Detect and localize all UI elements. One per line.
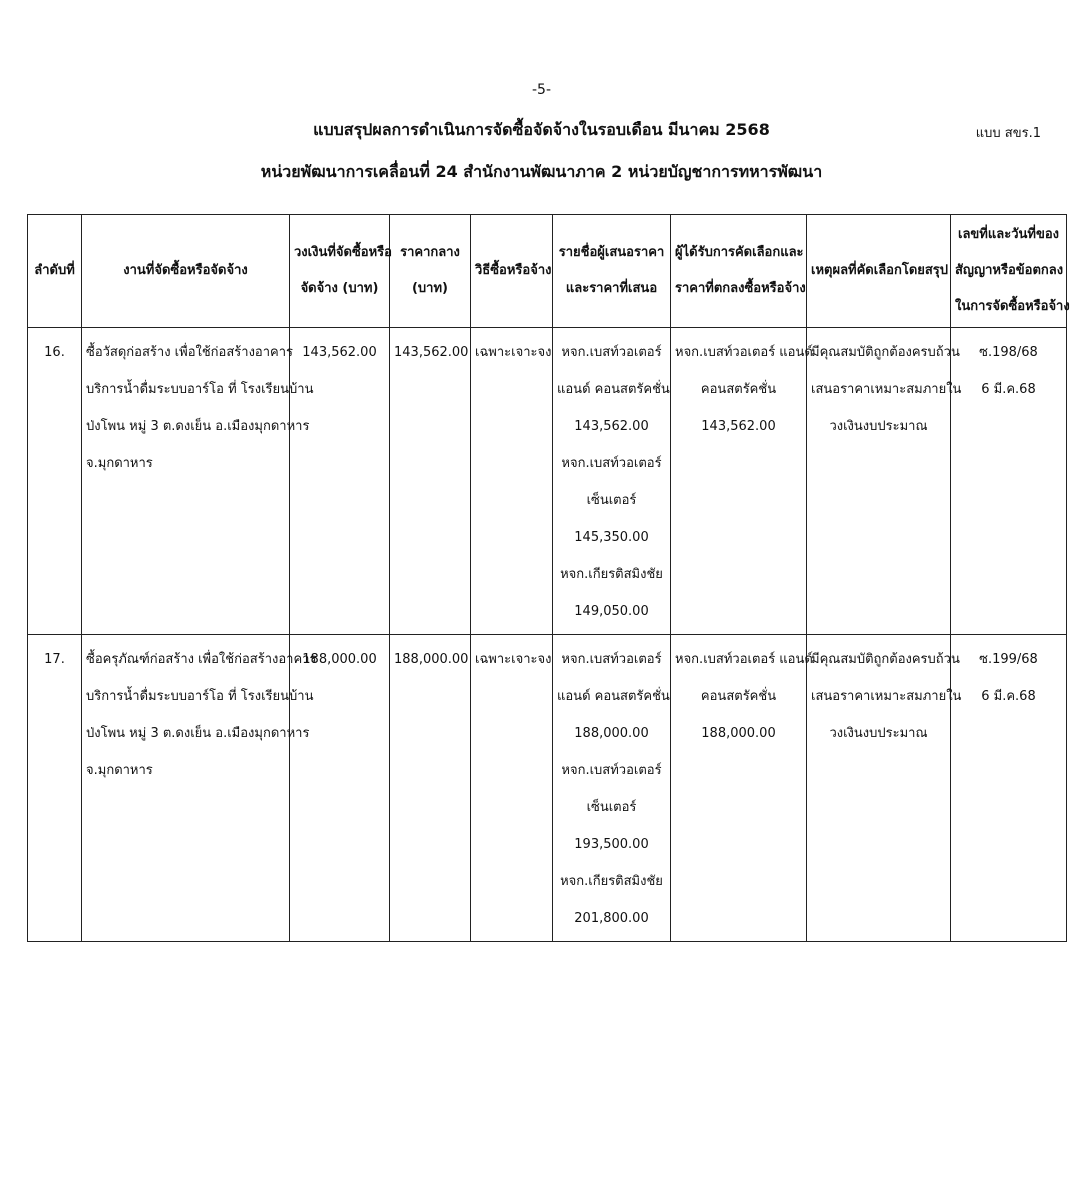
cell-text: วงเงินงบประมาณ xyxy=(829,419,928,434)
cell-text: 143,562.00 xyxy=(701,419,776,434)
header-line: ราคาที่ตกลงซื้อหรือจ้าง xyxy=(675,281,806,296)
header-line: วิธีซื้อหรือจ้าง xyxy=(475,263,552,278)
header-line: ราคากลาง xyxy=(400,245,460,260)
cell-text: หจก.เบสท์วอเตอร์ xyxy=(561,763,662,778)
cell-text: 16. xyxy=(44,345,65,360)
col-header-method xyxy=(471,215,553,328)
cell-text: แอนด์ คอนสตรัคชั่น xyxy=(557,689,670,704)
cell-text: 6 มี.ค.68 xyxy=(981,689,1036,704)
header-line: ในการจัดซื้อหรือจ้าง xyxy=(955,299,1070,314)
header-line: ลำดับที่ xyxy=(34,263,75,278)
row-budget xyxy=(290,635,390,942)
cell-text: หจก.เกียรติสมิงชัย xyxy=(560,874,663,889)
cell-text: 17. xyxy=(44,652,65,667)
row-bidders xyxy=(553,328,671,635)
row-reason xyxy=(807,635,962,942)
row-median-price xyxy=(390,328,471,635)
cell-text: หจก.เบสท์วอเตอร์ แอนด์ xyxy=(675,345,813,360)
table-row xyxy=(28,328,1067,635)
document-subtitle: หน่วยพัฒนาการเคลื่อนที่ 24 สำนักงานพัฒนาภาค 2 หน่วยบัญชาการทหารพัฒนา xyxy=(260,162,823,181)
col-header-budget xyxy=(290,215,390,328)
header-line: งานที่จัดซื้อหรือจัดจ้าง xyxy=(123,263,248,278)
cell-text: ซ.198/68 xyxy=(979,345,1038,360)
row-budget xyxy=(290,328,390,635)
col-header-bidders xyxy=(553,215,671,328)
cell-text: เซ็นเตอร์ xyxy=(586,493,637,508)
cell-text: คอนสตรัคชั่น xyxy=(700,382,777,397)
row-selected xyxy=(671,328,813,635)
cell-text: 193,500.00 xyxy=(574,837,649,852)
header-line: (บาท) xyxy=(411,281,448,296)
header-line: ผู้ได้รับการคัดเลือกและ xyxy=(675,245,804,260)
header-line: และราคาที่เสนอ xyxy=(565,281,658,296)
row-bidders xyxy=(553,635,671,942)
cell-text: เสนอราคาเหมาะสมภายใน xyxy=(811,689,962,704)
cell-text: 188,000.00 xyxy=(302,652,377,667)
row-work xyxy=(82,328,314,635)
cell-text: หจก.เบสท์วอเตอร์ แอนด์ xyxy=(675,652,813,667)
cell-text: วงเงินงบประมาณ xyxy=(829,726,928,741)
cell-text: 201,800.00 xyxy=(574,911,649,926)
cell-text: 188,000.00 xyxy=(394,652,469,667)
table-row xyxy=(28,635,1067,942)
header-line: สัญญาหรือข้อตกลง xyxy=(955,263,1064,278)
header-line: เหตุผลที่คัดเลือกโดยสรุป xyxy=(811,263,949,278)
header-line: จัดจ้าง (บาท) xyxy=(300,281,379,296)
table-header-row xyxy=(28,215,1067,328)
row-median-price xyxy=(390,635,471,942)
cell-text: หจก.เบสท์วอเตอร์ xyxy=(561,652,662,667)
cell-text: ป่งโพน หมู่ 3 ต.ดงเย็น อ.เมืองมุกดาหาร xyxy=(86,419,310,434)
cell-text: แอนด์ คอนสตรัคชั่น xyxy=(557,382,670,397)
cell-text: 188,000.00 xyxy=(701,726,776,741)
col-header-no xyxy=(28,215,82,328)
cell-text: บริการน้ำดื่มระบบอาร์โอ ที่ โรงเรียนบ้าน xyxy=(86,689,314,704)
cell-text: จ.มุกดาหาร xyxy=(86,456,153,471)
cell-text: เซ็นเตอร์ xyxy=(586,800,637,815)
row-no xyxy=(28,328,82,635)
row-work xyxy=(82,635,317,942)
cell-text: มีคุณสมบัติถูกต้องครบถ้วน xyxy=(811,652,960,667)
col-header-reason xyxy=(807,215,951,328)
page-number: -5- xyxy=(531,82,551,98)
row-contract xyxy=(951,635,1067,942)
cell-text: 143,562.00 xyxy=(574,419,649,434)
row-method xyxy=(471,328,553,635)
cell-text: 149,050.00 xyxy=(574,604,649,619)
col-header-median-price xyxy=(390,215,471,328)
header-line: รายชื่อผู้เสนอราคา xyxy=(558,245,665,260)
header-line: เลขที่และวันที่ของ xyxy=(958,227,1059,242)
cell-text: ซ.199/68 xyxy=(979,652,1038,667)
cell-text: หจก.เบสท์วอเตอร์ xyxy=(561,456,662,471)
cell-text: 6 มี.ค.68 xyxy=(981,382,1036,397)
cell-text: ซื้อวัสดุก่อสร้าง เพื่อใช้ก่อสร้างอาคาร xyxy=(86,345,294,360)
col-header-contract xyxy=(951,215,1070,328)
row-selected xyxy=(671,635,813,942)
document-title: แบบสรุปผลการดำเนินการจัดซื้อจัดจ้างในรอบเดือน มีนาคม 2568 xyxy=(313,120,770,139)
row-no xyxy=(28,635,82,942)
form-code: แบบ สขร.1 xyxy=(975,126,1041,141)
row-contract xyxy=(951,328,1067,635)
cell-text: มีคุณสมบัติถูกต้องครบถ้วน xyxy=(811,345,960,360)
cell-text: เฉพาะเจาะจง xyxy=(475,652,552,667)
cell-text: 143,562.00 xyxy=(394,345,469,360)
cell-text: บริการน้ำดื่มระบบอาร์โอ ที่ โรงเรียนบ้าน xyxy=(86,382,314,397)
cell-text: คอนสตรัคชั่น xyxy=(700,689,777,704)
cell-text: เฉพาะเจาะจง xyxy=(475,345,552,360)
cell-text: 143,562.00 xyxy=(302,345,377,360)
col-header-selected xyxy=(671,215,807,328)
row-reason xyxy=(807,328,962,635)
cell-text: ป่งโพน หมู่ 3 ต.ดงเย็น อ.เมืองมุกดาหาร xyxy=(86,726,310,741)
procurement-table xyxy=(27,214,1070,942)
cell-text: หจก.เบสท์วอเตอร์ xyxy=(561,345,662,360)
row-method xyxy=(471,635,553,942)
cell-text: ซื้อครุภัณฑ์ก่อสร้าง เพื่อใช้ก่อสร้างอาคาร xyxy=(86,652,317,667)
cell-text: 188,000.00 xyxy=(574,726,649,741)
col-header-work xyxy=(82,215,290,328)
cell-text: 145,350.00 xyxy=(574,530,649,545)
cell-text: เสนอราคาเหมาะสมภายใน xyxy=(811,382,962,397)
cell-text: จ.มุกดาหาร xyxy=(86,763,153,778)
header-line: วงเงินที่จัดซื้อหรือ xyxy=(294,245,392,260)
cell-text: หจก.เกียรติสมิงชัย xyxy=(560,567,663,582)
